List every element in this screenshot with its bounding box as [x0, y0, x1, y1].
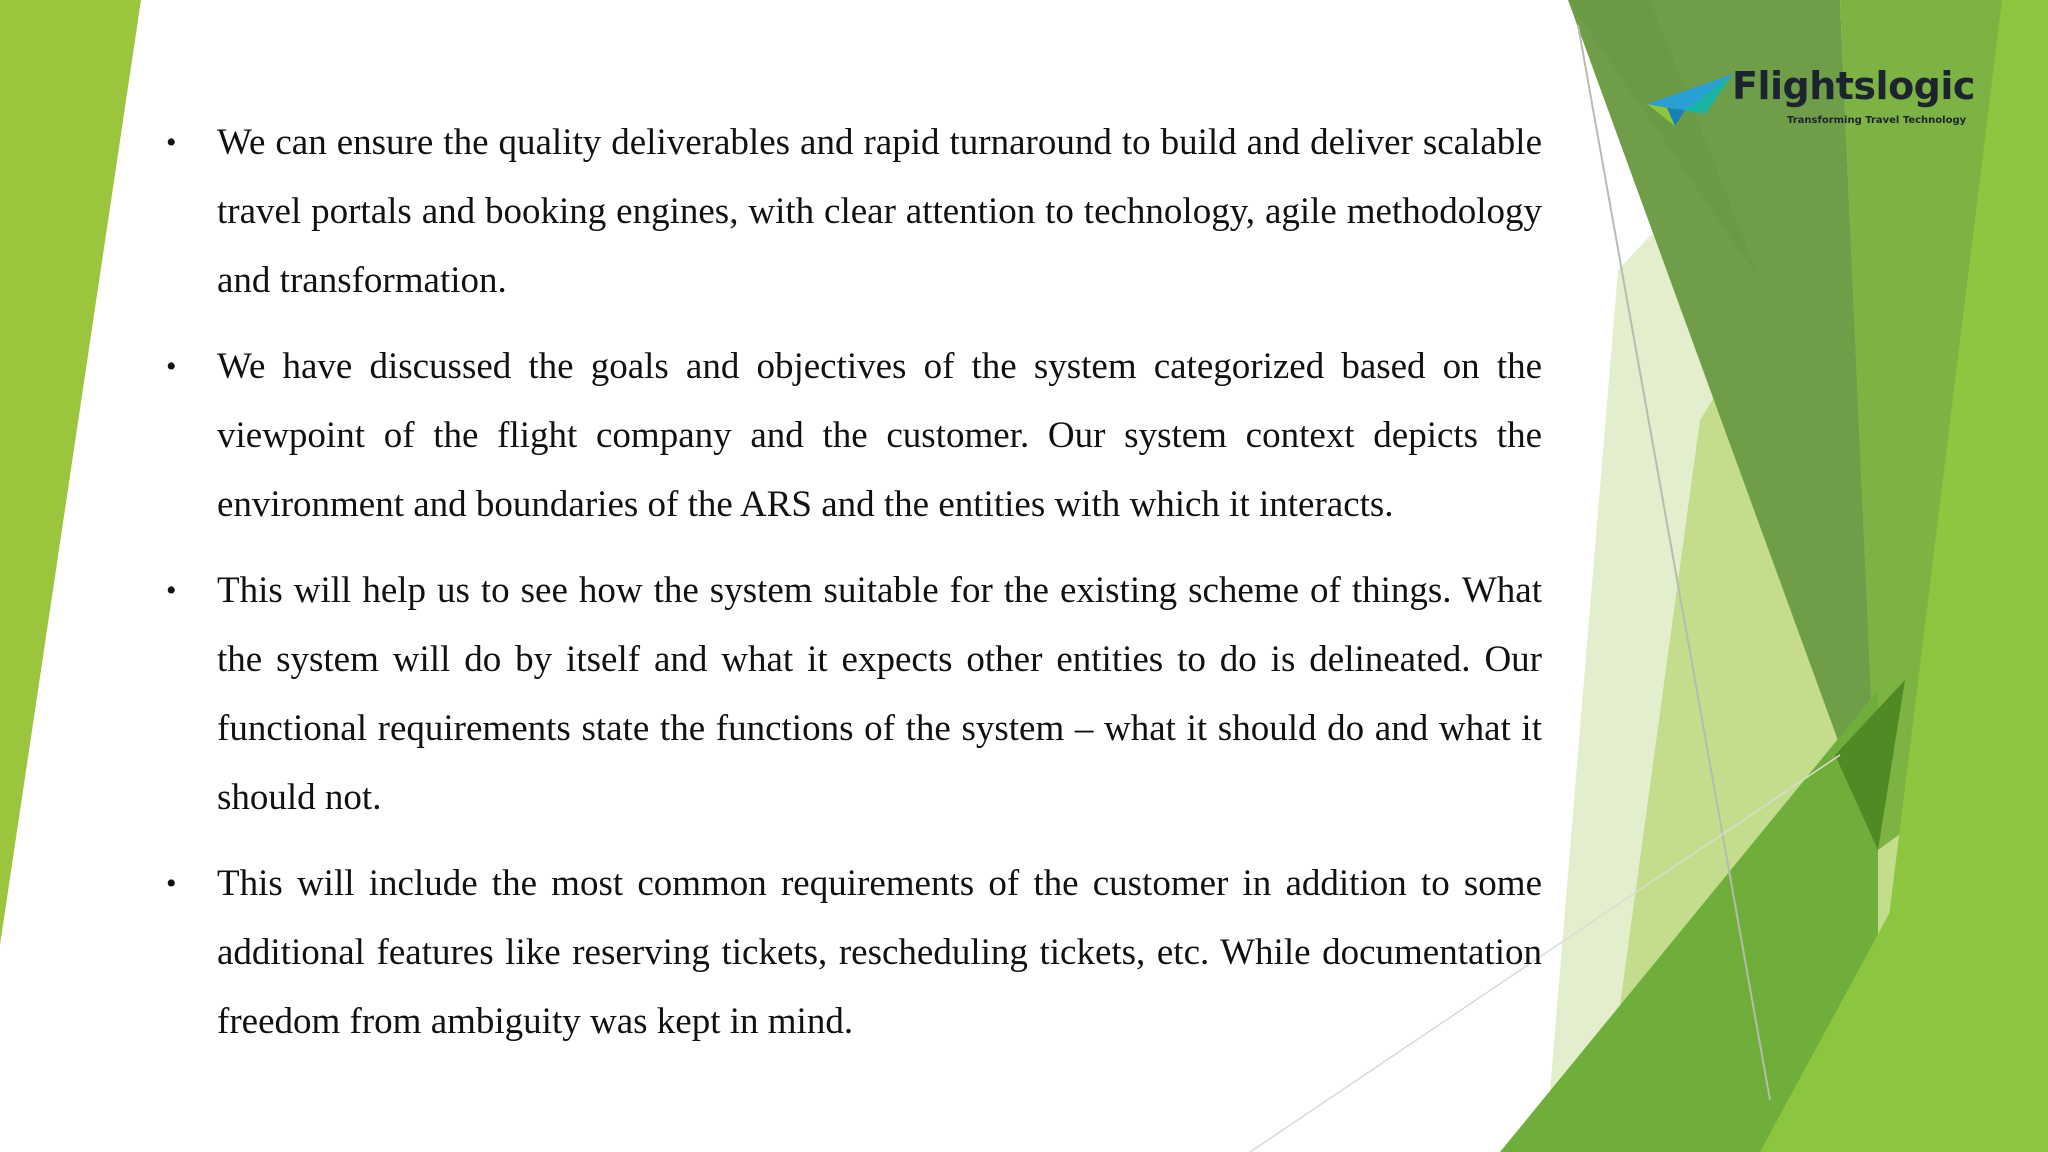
logo-wordmark: Flightslogic	[1732, 64, 1975, 108]
bullet-item	[160, 332, 1542, 539]
bullet-marker: •	[166, 126, 177, 159]
left-green-wedge	[0, 0, 141, 945]
bullet-item	[160, 108, 1542, 315]
flightslogic-logo	[1645, 62, 1975, 132]
bullet-marker: •	[166, 867, 177, 900]
bullet-text: This will include the most common requirements of the customer in addition to some additional features like reserving tickets, rescheduling tickets, etc. While documentation freedom from ambiguity was kept in mind.	[217, 863, 1542, 1042]
bullet-item	[160, 849, 1542, 1056]
bullet-text: This will help us to see how the system suitable for the existing scheme of things. What the system will do by itself and what it expects other entities to do is delineated. Our functional requirements state the functions of the system – what it should do and what it should not.	[217, 570, 1542, 818]
bullet-list	[160, 108, 1542, 1073]
bullet-marker: •	[166, 574, 177, 607]
bullet-text: We have discussed the goals and objectives of the system categorized based on the viewpoint of the flight company and the customer. Our system context depicts the environment and boundaries of the ARS and the entities with which it interacts.	[217, 346, 1542, 525]
logo-tagline: Transforming Travel Technology	[1787, 115, 1967, 126]
bullet-item	[160, 556, 1542, 832]
bullet-text: We can ensure the quality deliverables and rapid turnaround to build and deliver scalable travel portals and booking engines, with clear attention to technology, agile methodology and transformation.	[217, 122, 1542, 301]
bullet-marker: •	[166, 350, 177, 383]
paper-plane-icon	[1645, 70, 1737, 128]
